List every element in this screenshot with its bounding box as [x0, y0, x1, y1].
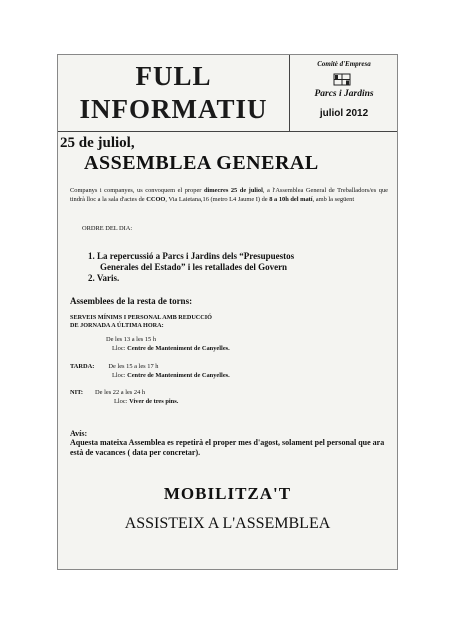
mobilize-heading: MOBILITZA'T: [163, 484, 292, 503]
committee-label: Comitè d'Empresa: [317, 60, 371, 68]
intro-text-2: , a l'Assemblea General de Treballadors/es que tindrà lloc a la sala d'actes de: [70, 187, 389, 203]
services-line1: SERVEIS MÍNIMS I PERSONAL AMB REDUCCIÓ: [70, 314, 212, 321]
meeting-date: 25 de juliol,: [60, 135, 135, 151]
agenda-item-1-line2: Generales del Estado” i les retallades del Govern: [100, 262, 288, 272]
slot-1-place-label: Lloc:: [112, 344, 128, 352]
meeting-title: ASSEMBLEA GENERAL: [84, 152, 319, 174]
services-heading: [70, 314, 212, 330]
slot-1: [106, 336, 230, 353]
slot-2: [70, 363, 230, 380]
agenda-list: [88, 251, 294, 284]
intro-venue: CCOO: [146, 195, 166, 203]
other-shifts-title: Assemblees de la resta de torns:: [70, 296, 193, 306]
slot-3-time: De les 22 a les 24 h: [95, 389, 146, 396]
slot-3-place: Viver de tres pins.: [129, 397, 179, 405]
intro-text-3: , Via Laietana,16 (metro L4 Jaume I) de: [165, 195, 270, 203]
slot-2-place-label: Lloc:: [112, 371, 128, 379]
unit-label: Parcs i Jardins: [314, 89, 374, 99]
intro-text-1: Companys i companyes, us convoquem el proper: [70, 187, 204, 194]
title-line1: FULL: [135, 61, 212, 91]
slot-3-label: NIT:: [70, 389, 84, 396]
slot-2-time: De les 15 a les 17 h: [108, 363, 159, 370]
slot-2-label: TARDA:: [70, 363, 95, 370]
issue-date: juliol 2012: [319, 108, 369, 119]
attend-heading: ASSISTEIX A L'ASSEMBLEA: [124, 515, 331, 532]
slot-3-place-line: [70, 398, 178, 407]
intro-time: 8 a 10h del matí: [269, 195, 313, 203]
slot-2-place-line: [70, 372, 230, 381]
slot-2-place: Centre de Manteniment de Canyelles.: [127, 371, 230, 379]
city-logo-icon: [333, 72, 351, 86]
intro-date: dimecres 25 de juliol: [203, 187, 263, 194]
title-line2: INFORMATIU: [79, 94, 268, 124]
flyer-sheet: [57, 54, 398, 570]
slot-3-place-label: Lloc:: [114, 397, 130, 405]
intro-paragraph: [70, 187, 388, 204]
slot-3: [70, 389, 178, 406]
slot-2-row: [70, 363, 230, 372]
intro-text-4: , amb la següent: [312, 195, 355, 203]
agenda-item-2: 2. Varis.: [88, 273, 120, 283]
slot-1-time: De les 13 a les 15 h: [106, 336, 157, 343]
slot-1-place-line: [106, 345, 230, 354]
slot-3-row: [70, 389, 178, 398]
services-line2: DE JORNADA A ÚLTIMA HORA:: [70, 322, 164, 329]
notice-text: Aquesta mateixa Assemblea es repetirà el proper mes d'agost, solament pel personal que ara està de vacances ( data per concretar).: [70, 438, 385, 457]
slot-1-place: Centre de Manteniment de Canyelles.: [127, 344, 230, 352]
flyer-header: [58, 55, 397, 132]
agenda-title: ORDRE DEL DIA:: [82, 225, 133, 232]
notice-title: Avís:: [70, 429, 88, 438]
info-box: [289, 55, 398, 131]
title-box: [58, 55, 290, 131]
agenda-item-1-line1: 1. La repercussió a Parcs i Jardins dels “Presupuestos: [88, 251, 295, 261]
